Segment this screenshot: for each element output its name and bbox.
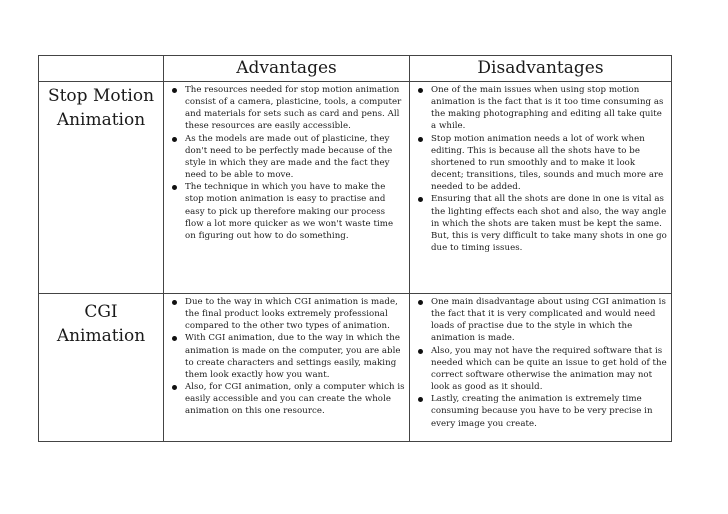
list-item-text: With CGI animation, due to the way in which the animation is made on the computer, you are able to create characters and settings easily, making them look exactly how you want. — [185, 333, 401, 380]
list-item — [164, 133, 405, 182]
row-label-stop-motion: Stop Motion Animation — [39, 82, 164, 294]
list-item-text: Due to the way in which CGI animation is made, the final product looks extremely professional compared to the other two types of animation. — [185, 297, 398, 332]
bullet-icon — [172, 137, 177, 142]
header-disadvantages: Disadvantages — [410, 56, 672, 82]
header-empty-cell — [39, 56, 164, 82]
list-item-text: Ensuring that all the shots are done in one is vital as the lighting effects each shot and also, the way angle in which the shots are taken must be kept the same. But, this is very difficult to take many shots in one go due to timing issues. — [431, 194, 667, 254]
table-row-cgi — [39, 294, 672, 442]
disadvantages-cell-stop-motion — [410, 82, 672, 294]
list-item-text: One of the main issues when using stop motion animation is the fact that is it too time consuming as the making photographing and editing all take quite a while. — [431, 85, 664, 132]
list-item-text: Stop motion animation needs a lot of work when editing. This is because all the shots have to be shortened to run smoothly and to make it look decent; transitions, tiles, sounds and much more are needed to be added. — [431, 133, 664, 193]
bullet-icon — [418, 397, 423, 402]
advantages-cell-cgi — [164, 294, 410, 442]
list-item-text: Also, you may not have the required software that is needed which can be quite an issue to get hold of the correct software otherwise the animation may not look as good as it should. — [431, 345, 667, 393]
row-label-cgi: CGI Animation — [39, 294, 164, 442]
list-item — [164, 181, 405, 242]
list-item-text: Lastly, creating the animation is extremely time consuming because you have to be very precise in every image you create. — [431, 394, 653, 429]
disadvantages-list — [410, 294, 671, 432]
list-item — [410, 393, 667, 429]
bullet-icon — [172, 185, 177, 190]
bullet-icon — [418, 137, 423, 142]
bullet-icon — [172, 300, 177, 305]
bullet-icon — [418, 197, 423, 202]
list-item — [164, 332, 405, 381]
advantages-list — [164, 294, 409, 420]
list-item — [410, 296, 667, 345]
list-item — [410, 84, 667, 133]
bullet-icon — [172, 88, 177, 93]
list-item-text: The technique in which you have to make the stop motion animation is easy to practise and easy to pick up therefore making our process flow a lot more quicker as we won't waste time on figuring out how to do something. — [185, 182, 394, 241]
list-item-text: One main disadvantage about using CGI animation is the fact that it is very complicated and would need loads of practise due to the style in which the animation is made. — [431, 297, 666, 344]
bullet-icon — [172, 385, 177, 390]
list-item — [164, 381, 405, 417]
list-item — [410, 345, 667, 394]
bullet-icon — [418, 300, 423, 305]
list-item — [164, 296, 405, 332]
disadvantages-list — [410, 82, 671, 256]
list-item — [164, 84, 405, 133]
list-item-text: As the models are made out of plasticine, they don't need to be perfectly made because of the style in which they are made and the fact they need to be able to move. — [185, 133, 393, 181]
list-item-text: Also, for CGI animation, only a computer which is easily accessible and you can create the whole animation on this one resource. — [185, 382, 405, 417]
header-row — [39, 56, 672, 82]
list-item — [410, 133, 667, 194]
list-item — [410, 193, 667, 254]
header-advantages: Advantages — [164, 56, 410, 82]
bullet-icon — [418, 349, 423, 354]
advantages-cell-stop-motion — [164, 82, 410, 294]
list-item-text: The resources needed for stop motion animation consist of a camera, plasticine, tools, a computer and materials for sets such as card and pens. All these resources are easily accessible. — [185, 85, 402, 132]
table-row-stop-motion — [39, 82, 672, 294]
disadvantages-cell-cgi — [410, 294, 672, 442]
advantages-list — [164, 82, 409, 244]
bullet-icon — [172, 336, 177, 341]
comparison-table — [38, 55, 672, 442]
bullet-icon — [418, 88, 423, 93]
